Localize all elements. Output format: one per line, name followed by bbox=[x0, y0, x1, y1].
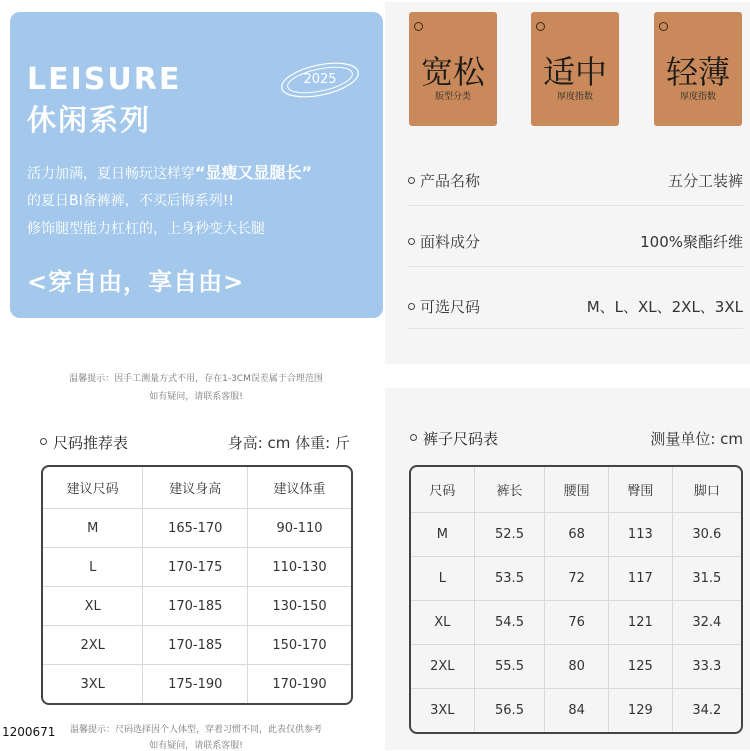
table-cell: 170-175 bbox=[143, 548, 248, 587]
tip-note-bottom-2: 如有疑问，请联系客服! bbox=[149, 741, 243, 751]
tag-label: 厚度指数 bbox=[556, 92, 593, 102]
table-row bbox=[43, 626, 351, 665]
tag-label: 厚度指数 bbox=[679, 92, 716, 102]
table-cell: 2XL bbox=[43, 626, 143, 665]
tag-hole-icon bbox=[414, 22, 423, 31]
promo-content bbox=[10, 12, 383, 318]
table-cell: 54.5 bbox=[475, 601, 546, 645]
table-cell: 117 bbox=[609, 557, 673, 601]
table-cell: 84 bbox=[545, 689, 609, 732]
table-cell: L bbox=[43, 548, 143, 587]
table-cell: 52.5 bbox=[475, 513, 546, 557]
bullet-icon bbox=[408, 177, 415, 184]
table-row bbox=[411, 645, 741, 689]
bullet-icon bbox=[408, 303, 415, 310]
table-cell: 33.3 bbox=[673, 645, 741, 689]
table-header: 建议身高 bbox=[143, 467, 248, 509]
tag-hole-icon bbox=[536, 22, 545, 31]
table-cell: 90-110 bbox=[248, 509, 351, 548]
table-cell: 76 bbox=[545, 601, 609, 645]
table-header-row bbox=[43, 467, 351, 509]
table-header: 建议尺码 bbox=[43, 467, 143, 509]
divider bbox=[408, 205, 743, 206]
promo-line-3: 修饰腿型能力杠杠的，上身秒变大长腿 bbox=[27, 221, 265, 237]
table-cell: 2XL bbox=[411, 645, 475, 689]
table-header: 建议体重 bbox=[248, 467, 351, 509]
table-cell: 129 bbox=[609, 689, 673, 732]
table-cell: 31.5 bbox=[673, 557, 741, 601]
tag-value: 宽松 bbox=[420, 53, 485, 91]
table-cell: XL bbox=[411, 601, 475, 645]
table-cell: 170-185 bbox=[143, 587, 248, 626]
table-cell: 175-190 bbox=[143, 665, 248, 703]
tag-value: 轻薄 bbox=[665, 53, 730, 91]
recommend-unit: 身高: cm 体重: 斤 bbox=[227, 434, 350, 452]
weight-tag bbox=[654, 12, 742, 126]
table-row bbox=[43, 548, 351, 587]
table-cell: 32.4 bbox=[673, 601, 741, 645]
table-cell: 68 bbox=[545, 513, 609, 557]
table-header: 脚口 bbox=[673, 467, 741, 513]
table-row bbox=[43, 665, 351, 703]
table-cell: 80 bbox=[545, 645, 609, 689]
spec-value: 100%聚酯纤维 bbox=[640, 233, 743, 251]
thickness-tag bbox=[531, 12, 619, 126]
size-recommend-table bbox=[41, 465, 353, 705]
table-header: 腰围 bbox=[545, 467, 609, 513]
pants-size-table bbox=[409, 465, 743, 734]
table-cell: 34.2 bbox=[692, 703, 722, 718]
promo-slogan: <穿自由，享自由> bbox=[27, 268, 245, 296]
table-row bbox=[43, 587, 351, 626]
product-code: 1200671 bbox=[2, 725, 56, 739]
recommend-title: 尺码推荐表 bbox=[40, 432, 128, 453]
table-cell: 30.6 bbox=[673, 513, 741, 557]
table-cell: 165-170 bbox=[143, 509, 248, 548]
table-row bbox=[411, 689, 741, 732]
table-cell: 170-185 bbox=[143, 626, 248, 665]
table-cell: XL bbox=[43, 587, 143, 626]
tag-hole-icon bbox=[659, 22, 668, 31]
table-header: 裤长 bbox=[475, 467, 546, 513]
table-cell: 53.5 bbox=[475, 557, 546, 601]
table-cell: 3XL bbox=[43, 665, 143, 703]
table-cell: 121 bbox=[609, 601, 673, 645]
spec-sizes bbox=[407, 292, 743, 322]
spec-key: 可选尺码 bbox=[420, 298, 481, 316]
tip-note-top-2: 如有疑问，请联系客服! bbox=[149, 392, 243, 402]
table-row bbox=[411, 601, 741, 645]
spec-key: 面料成分 bbox=[420, 233, 481, 251]
table-row bbox=[43, 509, 351, 548]
table-cell: 130-150 bbox=[248, 587, 351, 626]
tag-label: 版型分类 bbox=[434, 92, 471, 102]
tag-value: 适中 bbox=[542, 53, 607, 91]
table-cell: M bbox=[43, 509, 143, 548]
table-header-row bbox=[411, 467, 741, 513]
spec-value: M、L、XL、2XL、3XL bbox=[586, 298, 743, 316]
table-row bbox=[411, 557, 741, 601]
promo-line-2: 的夏日BI备裤裤，不买后悔系列!! bbox=[27, 193, 234, 209]
table-cell: 3XL bbox=[411, 689, 475, 732]
table-cell: L bbox=[411, 557, 475, 601]
table-cell: 150-170 bbox=[248, 626, 351, 665]
spec-value: 五分工装裤 bbox=[667, 172, 743, 190]
bullet-icon bbox=[410, 434, 417, 441]
pants-unit: 测量单位: cm bbox=[650, 430, 743, 448]
promo-subtitle: 休闲系列 bbox=[27, 103, 152, 137]
table-header: 臀围 bbox=[609, 467, 673, 513]
promo-title: LEISURE bbox=[27, 62, 182, 97]
tip-note-bottom: 温馨提示：尺码选择因个人体型，穿着习惯不同，此表仅供参考 bbox=[69, 725, 322, 735]
spec-key: 产品名称 bbox=[420, 172, 481, 190]
table-cell: 113 bbox=[609, 513, 673, 557]
pants-title: 裤子尺码表 bbox=[410, 428, 498, 449]
table-cell: 55.5 bbox=[475, 645, 546, 689]
tip-note-top: 温馨提示：因手工测量方式不用，存在1-3CM误差属于合理范围 bbox=[69, 374, 323, 384]
table-cell: M bbox=[411, 513, 475, 557]
promo-line-1: 活力加满，夏日畅玩这样穿“显瘦又显腿长” bbox=[27, 163, 313, 182]
table-row bbox=[411, 513, 741, 557]
promo-year: 2025 bbox=[303, 72, 337, 87]
spec-fabric bbox=[407, 227, 743, 257]
divider bbox=[408, 328, 743, 329]
divider bbox=[408, 266, 743, 267]
table-header: 尺码 bbox=[411, 467, 475, 513]
table-cell: 170-190 bbox=[272, 676, 327, 692]
table-cell: 125 bbox=[609, 645, 673, 689]
bullet-icon bbox=[408, 238, 415, 245]
table-cell: 56.5 bbox=[475, 689, 546, 732]
spec-product-name bbox=[407, 166, 743, 196]
fit-tag bbox=[409, 12, 497, 126]
promo-highlight: “显瘦又显腿长” bbox=[195, 163, 313, 182]
table-cell: 72 bbox=[545, 557, 609, 601]
table-cell: 110-130 bbox=[248, 548, 351, 587]
bullet-icon bbox=[40, 438, 47, 445]
